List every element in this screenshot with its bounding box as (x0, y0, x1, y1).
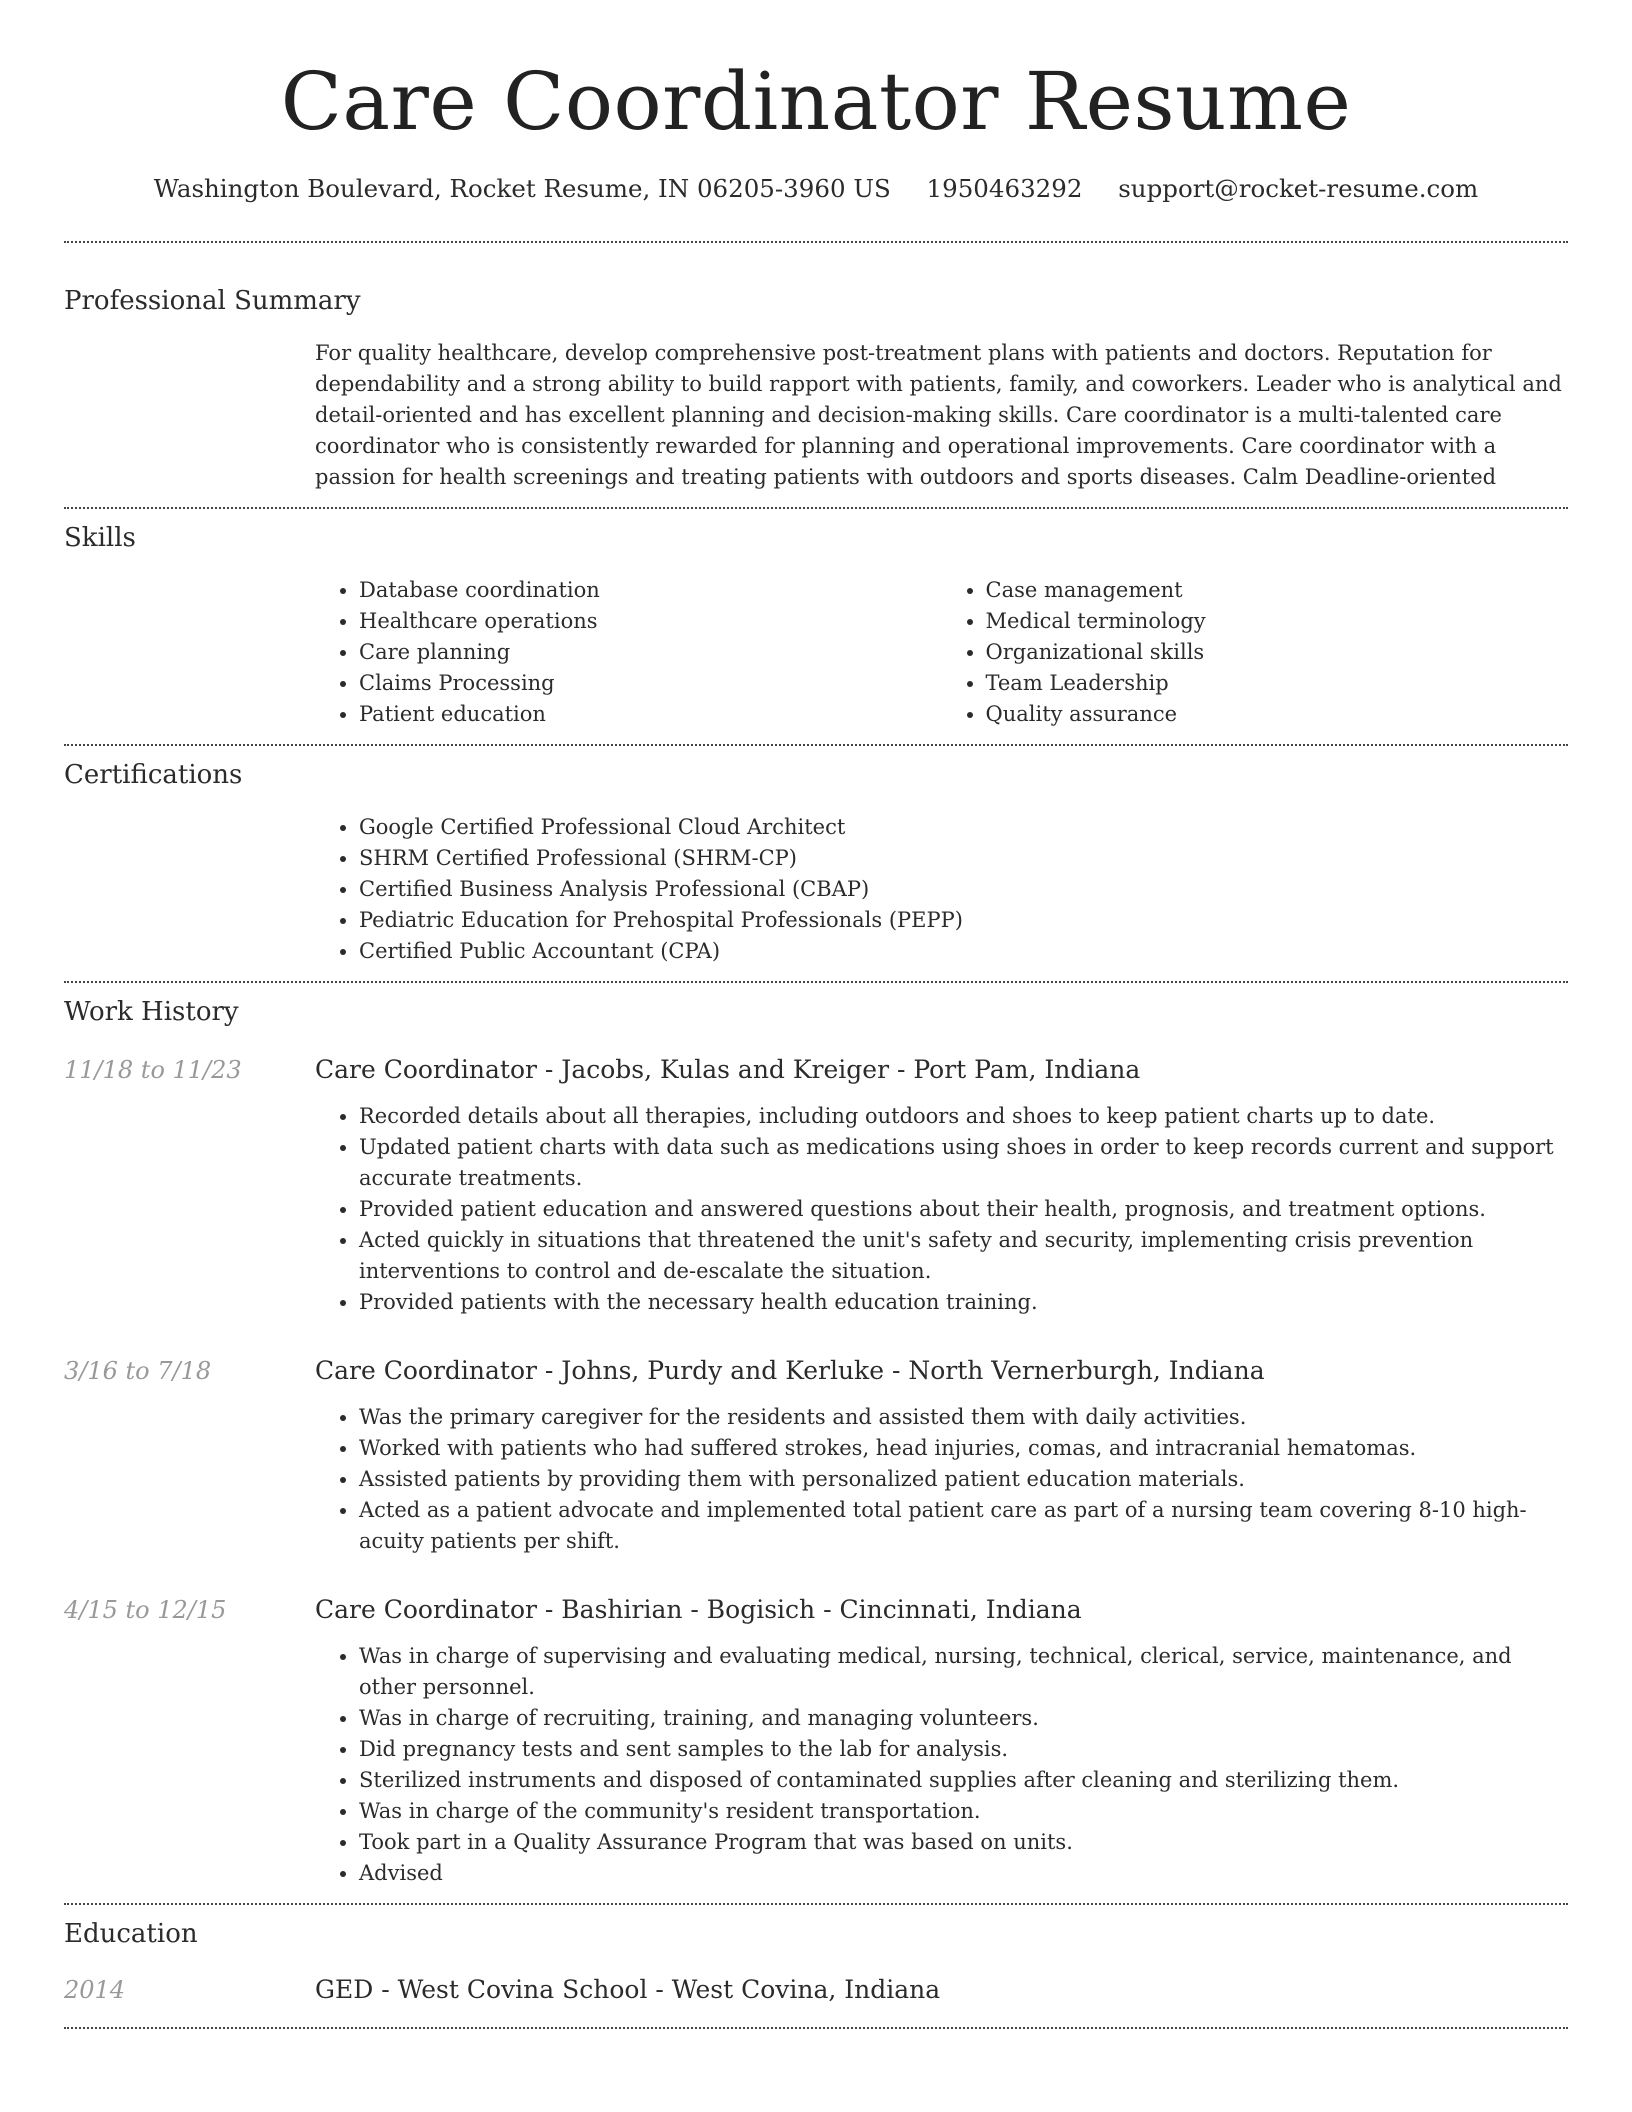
divider (64, 241, 1568, 243)
section-title-education: Education (64, 1919, 198, 1949)
list-item: • Took part in a Quality Assurance Program that was based on units. (359, 1827, 1568, 1858)
list-item: • Medical terminology (986, 606, 1569, 637)
list-item: • Certified Business Analysis Professional (CBAP) (359, 874, 1568, 905)
contact-phone: 1950463292 (926, 174, 1083, 203)
contact-address: Washington Boulevard, Rocket Resume, IN 06205-3960 US (153, 174, 891, 203)
education-date: 2014 (64, 1976, 126, 2004)
job-details (315, 1641, 1568, 1889)
job-title: Care Coordinator - Bashirian - Bogisich - Cincinnati, Indiana (315, 1595, 1082, 1624)
divider (64, 981, 1568, 983)
job-bullets (315, 1101, 1568, 1318)
list-item: • Did pregnancy tests and sent samples to the lab for analysis. (359, 1734, 1568, 1765)
job-date: 4/15 to 12/15 (64, 1596, 227, 1624)
list-item: • Recorded details about all therapies, including outdoors and shoes to keep patient charts up to date. (359, 1101, 1568, 1132)
divider (64, 744, 1568, 746)
certifications-block (315, 812, 1568, 967)
section-title-certifications: Certifications (64, 760, 243, 790)
list-item: • Quality assurance (986, 699, 1569, 730)
summary-text: For quality healthcare, develop comprehensive post-treatment plans with patients and doctors. Reputation for dependability and a strong ability to build rapport with patients, family, and coworkers. Leader who is analytical and detail-oriented and has excellent planning and decision-making skills. Care coordinator is a multi-talented care coordinator who is consistently rewarded for planning and operational improvements. Care coordinator with a passion for health screenings and treating patients with outdoors and sports diseases. Calm Deadline-oriented (315, 341, 1562, 489)
list-item: • Google Certified Professional Cloud Architect (359, 812, 1568, 843)
resume-name: Care Coordinator Resume (280, 55, 1352, 148)
divider (64, 507, 1568, 509)
list-item: • Advised (359, 1858, 1568, 1889)
list-item: • Certified Public Accountant (CPA) (359, 936, 1568, 967)
job-bullets (315, 1641, 1568, 1889)
job-title: Care Coordinator - Jacobs, Kulas and Kreiger - Port Pam, Indiana (315, 1055, 1141, 1084)
contact-line (64, 172, 1568, 206)
list-item: • Provided patients with the necessary health education training. (359, 1287, 1568, 1318)
list-item: • Was in charge of supervising and evaluating medical, nursing, technical, clerical, service, maintenance, and other personnel. (359, 1641, 1568, 1703)
list-item: • Provided patient education and answered questions about their health, prognosis, and treatment options. (359, 1194, 1568, 1225)
job-details (315, 1402, 1568, 1557)
list-item: • Healthcare operations (359, 606, 942, 637)
list-item: • Case management (986, 575, 1569, 606)
job-header (64, 1354, 1568, 1388)
list-item: • Was in charge of recruiting, training, and managing volunteers. (359, 1703, 1568, 1734)
skills-grid (315, 575, 1568, 730)
list-item: • Acted as a patient advocate and implemented total patient care as part of a nursing team covering 8-10 high-acuity patients per shift. (359, 1495, 1568, 1557)
skills-list-left (315, 575, 942, 730)
list-item: • Care planning (359, 637, 942, 668)
section-title-skills: Skills (64, 523, 136, 553)
job-header (64, 1053, 1568, 1087)
job-title: Care Coordinator - Johns, Purdy and Kerluke - North Vernerburgh, Indiana (315, 1356, 1265, 1385)
list-item: • Was the primary caregiver for the residents and assisted them with daily activities. (359, 1402, 1568, 1433)
list-item: • Sterilized instruments and disposed of contaminated supplies after cleaning and sterilizing them. (359, 1765, 1568, 1796)
resume-page (64, 0, 1568, 2029)
education-title: GED - West Covina School - West Covina, Indiana (315, 1975, 941, 2004)
certifications-list (315, 812, 1568, 967)
list-item: • Pediatric Education for Prehospital Professionals (PEPP) (359, 905, 1568, 936)
list-item: • Was in charge of the community's resident transportation. (359, 1796, 1568, 1827)
divider (64, 2027, 1568, 2029)
list-item: • SHRM Certified Professional (SHRM-CP) (359, 843, 1568, 874)
job-date: 3/16 to 7/18 (64, 1357, 212, 1385)
list-item: • Patient education (359, 699, 942, 730)
list-item: • Database coordination (359, 575, 942, 606)
list-item: • Worked with patients who had suffered strokes, head injuries, comas, and intracranial hematomas. (359, 1433, 1568, 1464)
divider (64, 1903, 1568, 1905)
job-bullets (315, 1402, 1568, 1557)
list-item: • Team Leadership (986, 668, 1569, 699)
contact-email: support@rocket-resume.com (1118, 174, 1479, 203)
list-item: • Acted quickly in situations that threatened the unit's safety and security, implementing crisis prevention interventions to control and de-escalate the situation. (359, 1225, 1568, 1287)
job-details (315, 1101, 1568, 1318)
list-item: • Organizational skills (986, 637, 1569, 668)
job-header (64, 1593, 1568, 1627)
section-title-work: Work History (64, 997, 239, 1027)
job-date: 11/18 to 11/23 (64, 1056, 242, 1084)
education-header (64, 1973, 1568, 2007)
list-item: • Updated patient charts with data such as medications using shoes in order to keep records current and support accurate treatments. (359, 1132, 1568, 1194)
skills-list-right (942, 575, 1569, 730)
list-item: • Claims Processing (359, 668, 942, 699)
section-title-summary: Professional Summary (64, 286, 361, 316)
list-item: • Assisted patients by providing them with personalized patient education materials. (359, 1464, 1568, 1495)
